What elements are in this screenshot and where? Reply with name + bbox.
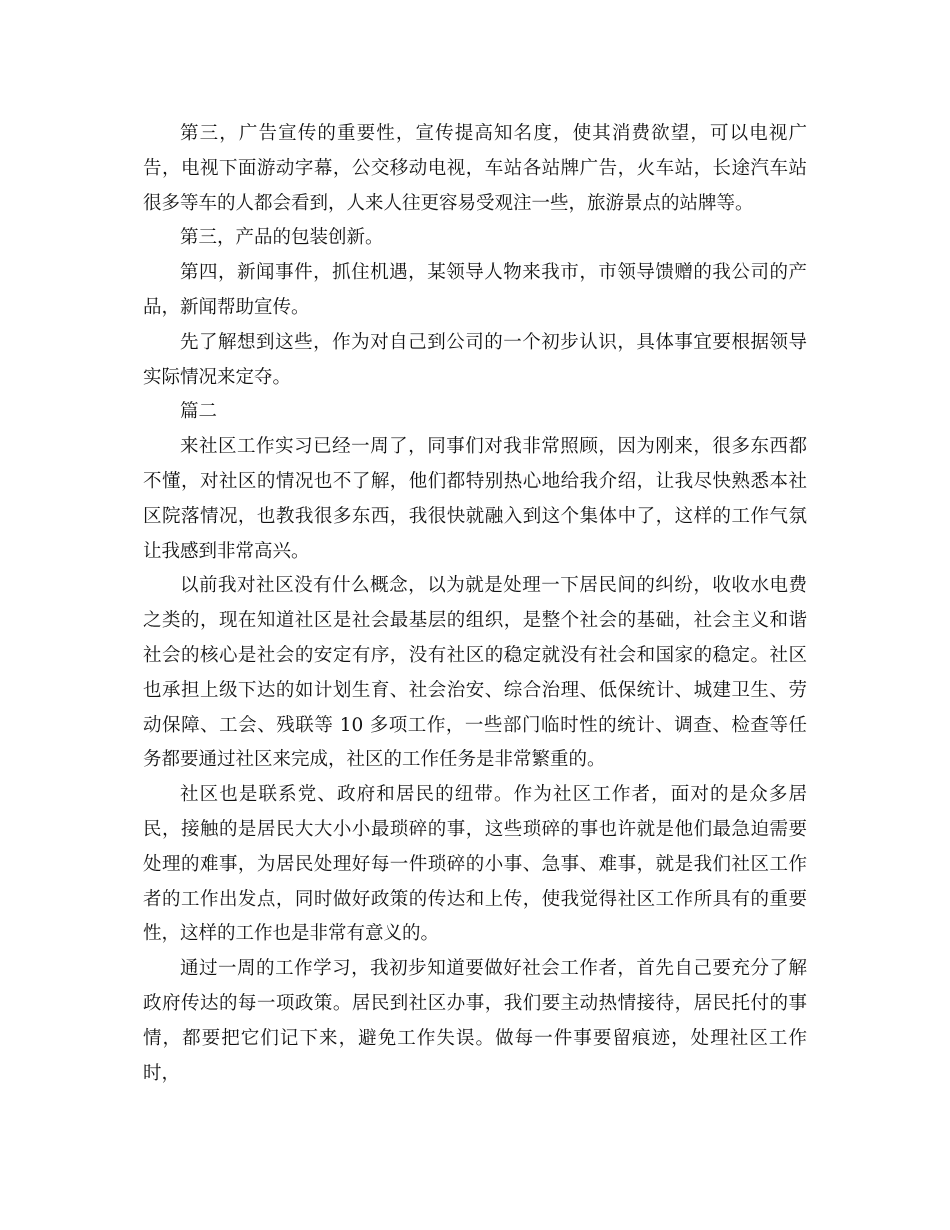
paragraph-community-link: 社区也是联系党、政府和居民的纽带。作为社区工作者，面对的是众多居民，接触的是居民大大小小最琐碎的事，这些琐碎的事也许就是他们最急迫需要处理的难事，为居民处理好每一件琐碎的小事、急事、难事，就是我们社区工作者的工作出发点，同时做好政策的传达和上传，使我觉得社区工作所具有的重要性，这样的工作也是非常有意义的。 [143,784,807,945]
paragraph-week-learning: 通过一周的工作学习，我初步知道要做好社会工作者，首先自己要充分了解政府传达的每一项政策。居民到社区办事，我们要主动热情接待，居民托付的事情，都要把它们记下来，避免工作失误。做每一件事要留痕迹，处理社区工作时， [143,958,807,1084]
document-body [143,117,807,1091]
paragraph-summary: 先了解想到这些，作为对自己到公司的一个初步认识，具体事宜要根据领导实际情况来定夺。 [143,331,807,388]
paragraph-internship-intro: 来社区工作实习已经一周了，同事们对我非常照顾，因为刚来，很多东西都不懂，对社区的情况也不了解，他们都特别热心地给我介绍，让我尽快熟悉本社区院落情况，也教我很多东西，我很快就融入到这个集体中了，这样的工作气氛让我感到非常高兴。 [143,436,807,562]
paragraph-news-events: 第四，新闻事件，抓住机遇，某领导人物来我市，市领导馈赠的我公司的产品，新闻帮助宣传。 [143,262,807,318]
paragraph-community-concept: 以前我对社区没有什么概念，以为就是处理一下居民间的纠纷，收收水电费之类的，现在知道社区是社会最基层的组织，是整个社会的基础，社会主义和谐社会的核心是社会的安定有序，没有社区的稳定就没有社会和国家的稳定。社区也承担上级下达的如计划生育、社会治安、综合治理、低保统计、城建卫生、劳动保障、工会、残联等 10 多项工作，一些部门临时性的统计、调查、检查等任务都要通过社区来完成，社区的工作任务是非常繁重的。 [143,575,807,771]
paragraph-advertising: 第三，广告宣传的重要性，宣传提高知名度，使其消费欲望，可以电视广告，电视下面游动字幕，公交移动电视，车站各站牌广告，火车站，长途汽车站很多等车的人都会看到，人来人往更容易受观注一些，旅游景点的站牌等。 [143,123,807,214]
paragraph-packaging: 第三，产品的包装创新。 [180,227,384,249]
section-heading-part-two: 篇二 [180,401,218,423]
